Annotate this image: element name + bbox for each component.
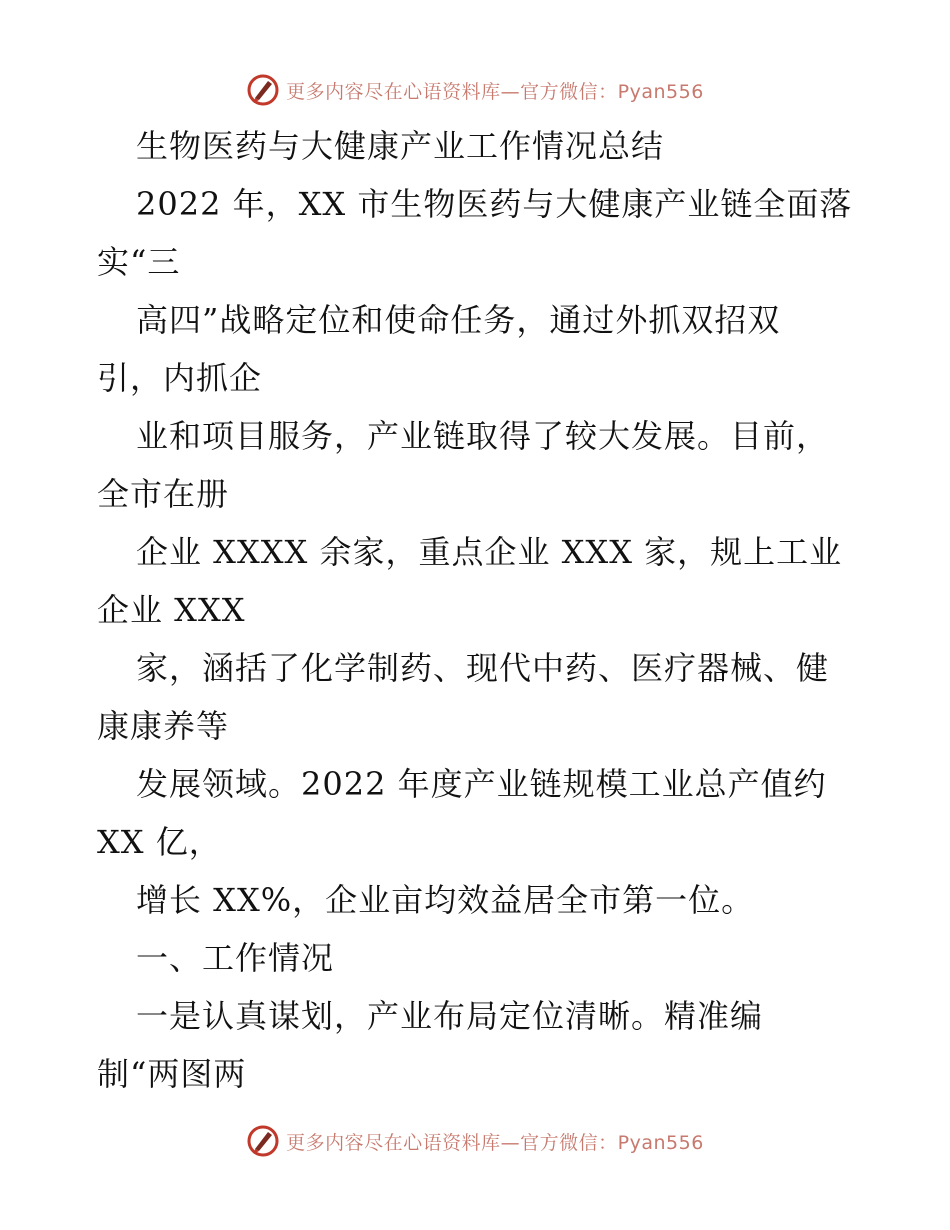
banner-text: 更多内容尽在心语资料库—官方微信：Pyan556 bbox=[286, 1131, 704, 1154]
paragraph-line: 企业 XXX bbox=[97, 591, 246, 629]
paragraph-line: 增长 XX%，企业亩均效益居全市第一位。 bbox=[136, 881, 755, 919]
paragraph-line: 全市在册 bbox=[97, 475, 230, 513]
paragraph-line: 业和项目服务，产业链取得了较大发展。目前， bbox=[136, 417, 830, 455]
paragraph-line: 高四”战略定位和使命任务，通过外抓双招双 bbox=[136, 301, 781, 339]
paragraph-line: 家，涵括了化学制药、现代中药、医疗器械、健 bbox=[136, 649, 830, 687]
footer-banner bbox=[0, 1121, 950, 1161]
paragraph-line: 企业 XXXX 余家，重点企业 XXX 家，规上工业 bbox=[136, 533, 843, 571]
paragraph-line: 制“两图两 bbox=[97, 1055, 247, 1093]
paragraph-line: XX 亿， bbox=[97, 823, 222, 861]
paragraph-line: 康康养等 bbox=[97, 707, 230, 745]
paragraph-line: 引，内抓企 bbox=[97, 359, 263, 397]
header-banner bbox=[0, 70, 950, 110]
quill-logo-icon bbox=[246, 73, 280, 107]
document-title: 生物医药与大健康产业工作情况总结 bbox=[136, 127, 665, 165]
section-heading: 一、工作情况 bbox=[136, 939, 335, 977]
quill-logo-icon bbox=[246, 1124, 280, 1158]
banner-text: 更多内容尽在心语资料库—官方微信：Pyan556 bbox=[286, 80, 704, 103]
paragraph-line: 一是认真谋划，产业布局定位清晰。精准编 bbox=[136, 997, 764, 1035]
paragraph-line: 实“三 bbox=[97, 243, 181, 281]
paragraph-line: 发展领域。2022 年度产业链规模工业总产值约 bbox=[136, 765, 827, 803]
paragraph-line: 2022 年，XX 市生物医药与大健康产业链全面落 bbox=[136, 185, 853, 223]
